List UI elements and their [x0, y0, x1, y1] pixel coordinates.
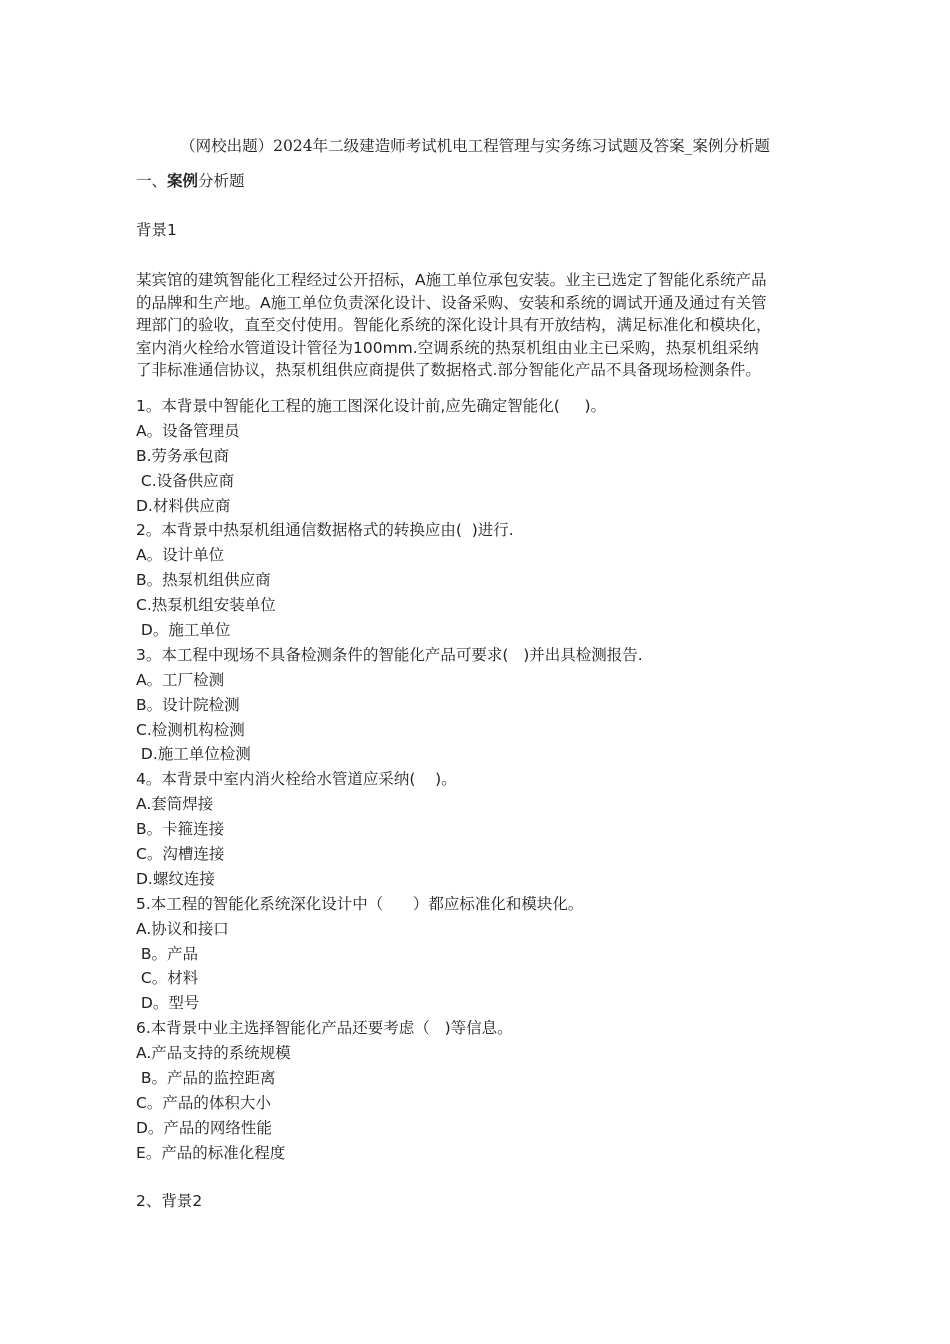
question-4: 4。本背景中室内消火栓给水管道应采纳( )。	[136, 770, 457, 789]
option-line: C.检测机构检测	[136, 720, 245, 739]
option-line: D.螺纹连接	[136, 869, 215, 888]
paragraph-line: 室内消火栓给水管道设计管径为100mm.空调系统的热泵机组由业主已采购，热泵机组采纳	[136, 338, 759, 357]
option-line: A.产品支持的系统规模	[136, 1044, 291, 1063]
option-line: B。产品	[136, 944, 199, 963]
paragraph-line: 理部门的验收，直至交付使用。智能化系统的深化设计具有开放结构，满足标准化和模块化，	[136, 316, 772, 335]
option-line: D.施工单位检测	[136, 745, 251, 764]
option-line: E。产品的标准化程度	[136, 1143, 286, 1162]
option-line: A.协议和接口	[136, 919, 229, 938]
question-5: 5.本工程的智能化系统深化设计中（ ）都应标准化和模块化。	[136, 894, 584, 913]
question-1: 1。本背景中智能化工程的施工图深化设计前,应先确定智能化( )。	[136, 397, 607, 415]
section-heading-prefix: 一、	[136, 172, 168, 190]
option-line: A.套筒焊接	[136, 795, 214, 814]
background-2-label: 2、背景2	[136, 1192, 203, 1210]
background-1-label: 背景1	[136, 221, 177, 239]
question-2: 2。本背景中热泵机组通信数据格式的转换应由( )进行.	[136, 521, 514, 540]
option-line: D。施工单位	[136, 621, 231, 640]
paragraph-line: 的品牌和生产地。A施工单位负责深化设计、设备采购、安装和系统的调试开通及通过有关管	[136, 293, 767, 312]
section-heading-bold: 案例	[167, 172, 199, 190]
question-3: 3。本工程中现场不具备检测条件的智能化产品可要求( )并出具检测报告.	[136, 645, 643, 664]
option-line: D.材料供应商	[136, 496, 231, 515]
section-heading-suffix: 分析题	[198, 172, 245, 190]
option-line: A。工厂检测	[136, 670, 225, 689]
document-title: （网校出题）2024年二级建造师考试机电工程管理与实务练习试题及答案_案例分析题	[180, 137, 770, 155]
section-heading	[136, 170, 245, 192]
paragraph-line: 了非标准通信协议，热泵机组供应商提供了数据格式.部分智能化产品不具备现场检测条件。	[136, 361, 761, 380]
option-line: B。产品的监控距离	[136, 1069, 276, 1088]
option-line: B.劳务承包商	[136, 446, 230, 465]
option-line: A。设计单位	[136, 546, 225, 565]
question-6: 6.本背景中业主选择智能化产品还要考虑（ )等信息。	[136, 1019, 513, 1038]
option-line: C.设备供应商	[136, 471, 235, 490]
question-list	[136, 394, 643, 1166]
option-line: B。卡箍连接	[136, 820, 225, 839]
option-line: C.热泵机组安装单位	[136, 596, 276, 615]
option-line: C。沟槽连接	[136, 845, 225, 864]
option-line: D。型号	[136, 994, 200, 1013]
paragraph-line: 某宾馆的建筑智能化工程经过公开招标，A施工单位承包安装。业主已选定了智能化系统产品	[136, 271, 767, 289]
option-line: B。热泵机组供应商	[136, 571, 271, 590]
option-line: A。设备管理员	[136, 421, 240, 440]
option-line: D。产品的网络性能	[136, 1118, 272, 1137]
background-1-paragraph	[136, 269, 826, 382]
option-line: C。材料	[136, 969, 199, 988]
option-line: B。设计院检测	[136, 695, 240, 714]
option-line: C。产品的体积大小	[136, 1093, 271, 1112]
